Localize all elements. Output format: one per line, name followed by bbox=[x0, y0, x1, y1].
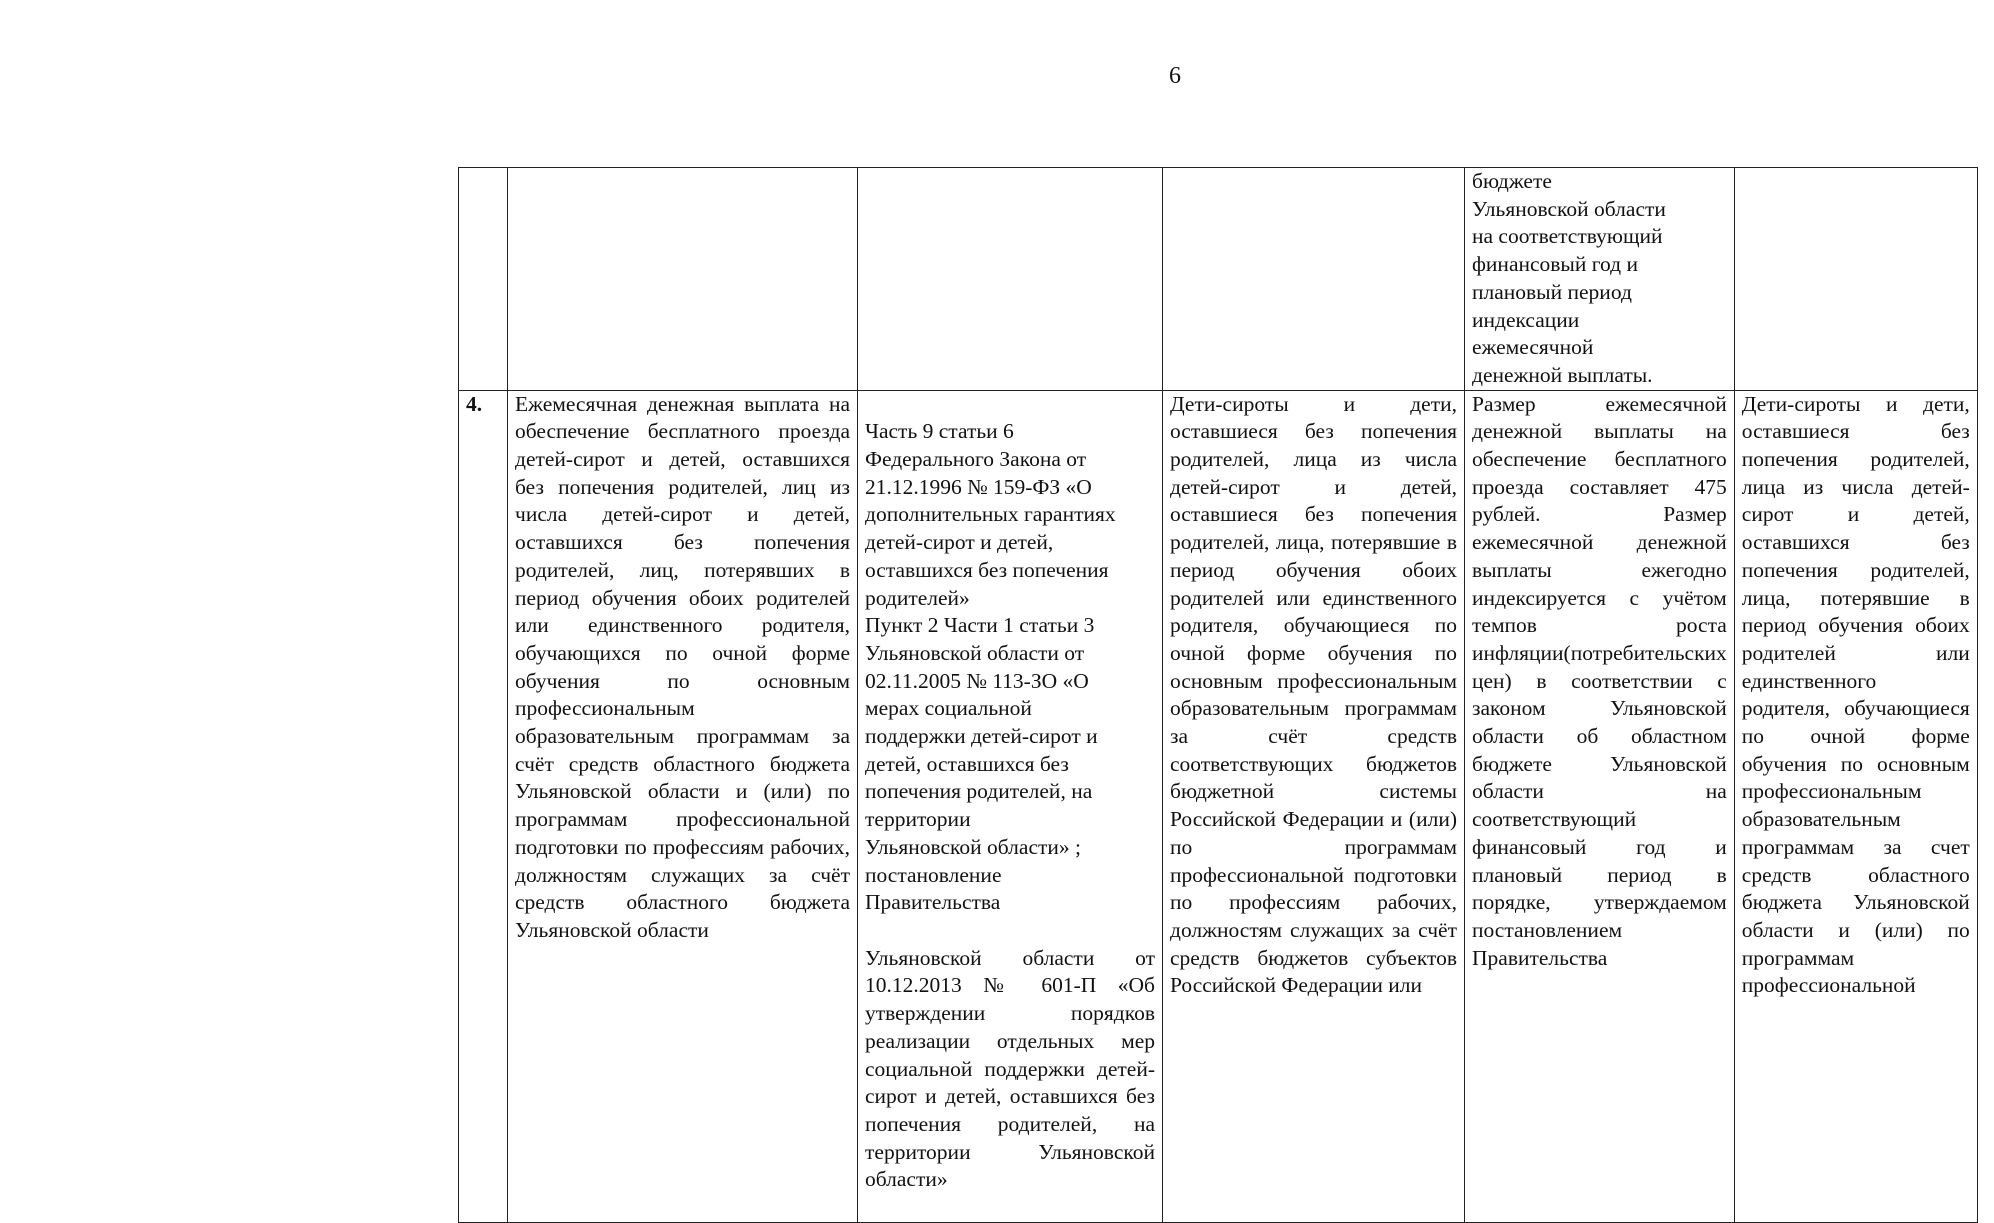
legal-basis-tail: Ульяновской области от 10.12.2013 № 601-П «Об утверждении порядков реализации отдельных мер социальной поддержки детей-сирот и детей, оставшихся без попечения родителей, на территории Ульяновской области» bbox=[865, 945, 1155, 1192]
cell-legal-basis bbox=[858, 168, 1163, 391]
table-row-continuation bbox=[459, 168, 1978, 391]
recipients: Дети-сироты и дети, оставшиеся без попечения родителей, лица из числа детей-сирот и детей, оставшиеся без попечения родителей, лица, потерявшие в период обучения обоих родителей или единственного родителя, обучающиеся по очной форме обучения по основным профессиональным образовательным программам за счёт средств соответствующих бюджетов бюджетной системы Российской Федерации и (или) по программам профессиональной подготовки по профессиям рабочих, должностям служащих за счёт средств бюджетов субъектов Российской Федерации или bbox=[1163, 390, 1465, 1222]
recipient-category: Дети-сироты и дети, оставшиеся без попечения родителей, лица из числа детей-сирот и детей, оставшихся без попечения родителей, лица, потерявшие в период обучения обоих родителей или единственного родителя, обучающиеся по очной форме обучения по основным профессиональным образовательным программам за счет средств областного бюджета Ульяновской области и (или) по программам профессиональной bbox=[1734, 390, 1977, 1222]
legal-basis-text: Часть 9 статьи 6 Федерального Закона от 21.12.1996 № 159-ФЗ «О дополнительных гарантиях детей-сирот и детей, оставшихся без попечения родителей» Пункт 2 Части 1 статьи 3 Ульяновской области от 02.11.2005 № 113-ЗО «О мерах социальной поддержки детей-сирот и детей, оставшихся без попечения родителей, на территории Ульяновской области» ; постановление Правительства bbox=[865, 419, 1116, 915]
benefit-name: Ежемесячная денежная выплата на обеспечение бесплатного проезда детей-сирот и детей, оставшихся без попечения родителей, лиц из числа детей-сирот и детей, оставшихся без попечения родителей, лиц, потерявших в период обучения обоих родителей или единственного родителя, обучающихся по очной форме обучения по основным профессиональным образовательным программам за счёт средств областного бюджета Ульяновской области и (или) по программам профессиональной подготовки по профессиям рабочих, должностям служащих за счёт средств областного бюджета Ульяновской области bbox=[508, 390, 858, 1222]
cell-number bbox=[459, 168, 508, 391]
row-number: 4. bbox=[459, 390, 508, 1222]
cell-recipients bbox=[1163, 168, 1465, 391]
benefit-amount: Размер ежемесячной денежной выплаты на обеспечение бесплатного проезда составляет 475 рублей. Размер ежемесячной денежной выплаты ежегодно индексируется с учётом темпов роста инфляции(потребительских цен) в соответствии с законом Ульяновской области об областном бюджете Ульяновской области на соответствующий финансовый год и плановый период в порядке, утверждаемом постановлением Правительства bbox=[1465, 390, 1735, 1222]
cell-category bbox=[1734, 168, 1977, 391]
legal-basis bbox=[858, 390, 1163, 1222]
cell-amount: бюджете Ульяновской области на соответствующий финансовый год и плановый период индексации ежемесячной денежной выплаты. bbox=[1465, 168, 1735, 391]
page-number: 6 bbox=[1169, 63, 1181, 89]
cell-name bbox=[508, 168, 858, 391]
benefits-table bbox=[458, 167, 1978, 1223]
table-row-4 bbox=[459, 390, 1978, 1222]
